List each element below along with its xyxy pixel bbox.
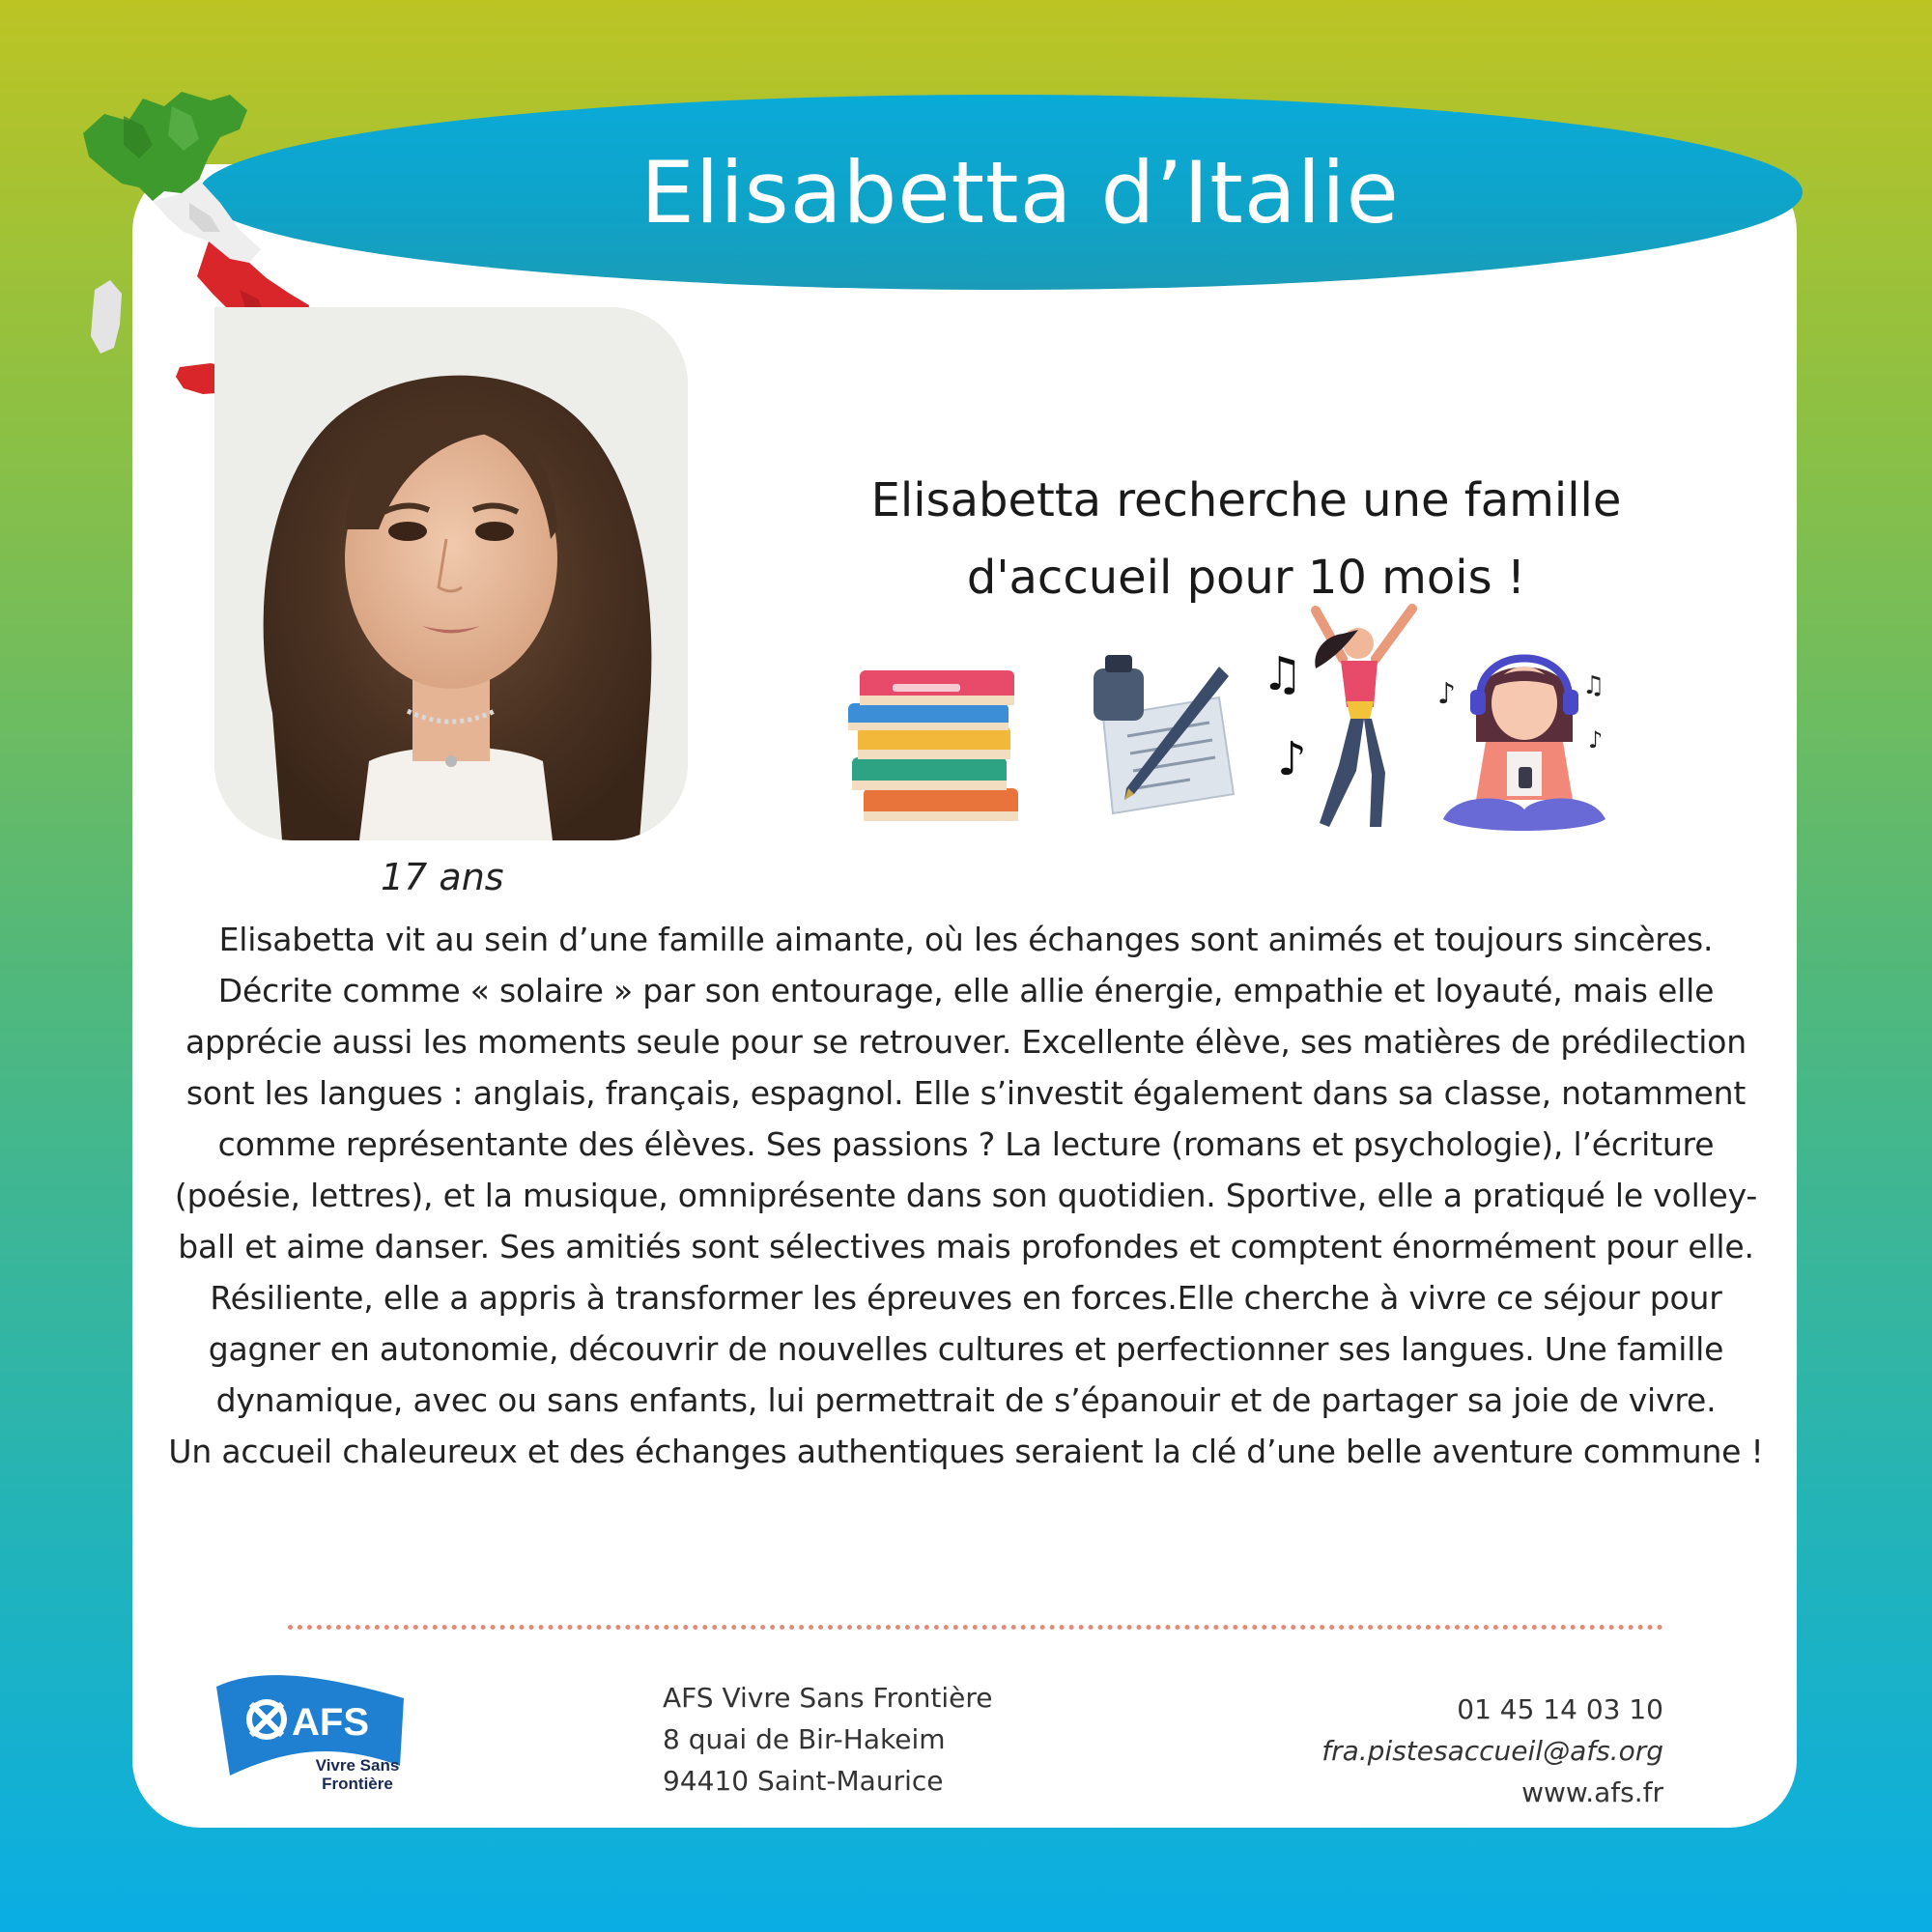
description-closing: Un accueil chaleureux et des échanges authentiques seraient la clé d’une belle aventure commune ! [168, 1433, 1764, 1470]
writing-ink-pen-icon [1074, 649, 1238, 823]
footer-divider [288, 1625, 1663, 1630]
books-icon [842, 665, 1032, 844]
listening-music-headphones-icon [1437, 636, 1611, 848]
svg-text:♪: ♪ [1437, 677, 1457, 711]
age-label: 17 ans [381, 856, 504, 898]
contact-block [1321, 1689, 1663, 1813]
svg-text:♫: ♫ [1262, 647, 1304, 701]
contact-email[interactable]: fra.pistesaccueil@afs.org [1321, 1735, 1663, 1767]
headline-line-1: Elisabetta recherche une famille [870, 473, 1622, 527]
description-paragraph: Elisabetta vit au sein d’une famille aimante, où les échanges sont animés et toujours sincères. Décrite comme « solaire » par son entourage, elle allie énergie, empathie et loyauté, mais elle apprécie aussi les moments seule pour se retrouver. Excellente élève, ses matières de prédilection sont les langues : anglais, français, espagnol. Elle s’investit également dans sa classe, notamment comme représentante des élèves. Ses passions ? La lecture (romans et psychologie), l’écriture (poésie, lettres), et la musique, omniprésente dans son quotidien. Sportive, elle a pratiqué le volley-ball et aime danser. Ses amitiés sont sélectives mais profondes et comptent énormément pour elle. Résiliente, elle a appris à transformer les épreuves en forces.Elle cherche à vivre ce séjour pour gagner en autonomie, découvrir de nouvelles cultures et perfectionner ses langues. Une famille dynamique, avec ou sans enfants, lui permettrait de s’épanouir et de partager sa joie de vivre. [174, 921, 1758, 1419]
address-street: 8 quai de Bir-Hakeim [663, 1723, 946, 1755]
svg-text:♫: ♫ [1582, 671, 1605, 700]
address-block [663, 1677, 992, 1802]
headline [744, 462, 1748, 616]
afs-logo-subtitle: Vivre Sans Frontière [315, 1756, 400, 1793]
dancing-music-icon [1258, 601, 1441, 842]
contact-phone[interactable]: 01 45 14 03 10 [1457, 1693, 1663, 1725]
page-title: Elisabetta d’Italie [640, 142, 1400, 242]
svg-text:♪: ♪ [1277, 732, 1307, 786]
description [162, 914, 1770, 1477]
afs-logo-text: AFS [292, 1701, 369, 1744]
headline-line-2: d'accueil pour 10 mois ! [966, 551, 1526, 605]
contact-website[interactable]: www.afs.fr [1521, 1776, 1663, 1808]
address-name: AFS Vivre Sans Frontière [663, 1682, 993, 1714]
title-banner [199, 95, 1803, 290]
svg-text:♪: ♪ [1588, 726, 1604, 753]
portrait-photo [214, 307, 688, 840]
address-city: 94410 Saint-Maurice [663, 1765, 944, 1797]
